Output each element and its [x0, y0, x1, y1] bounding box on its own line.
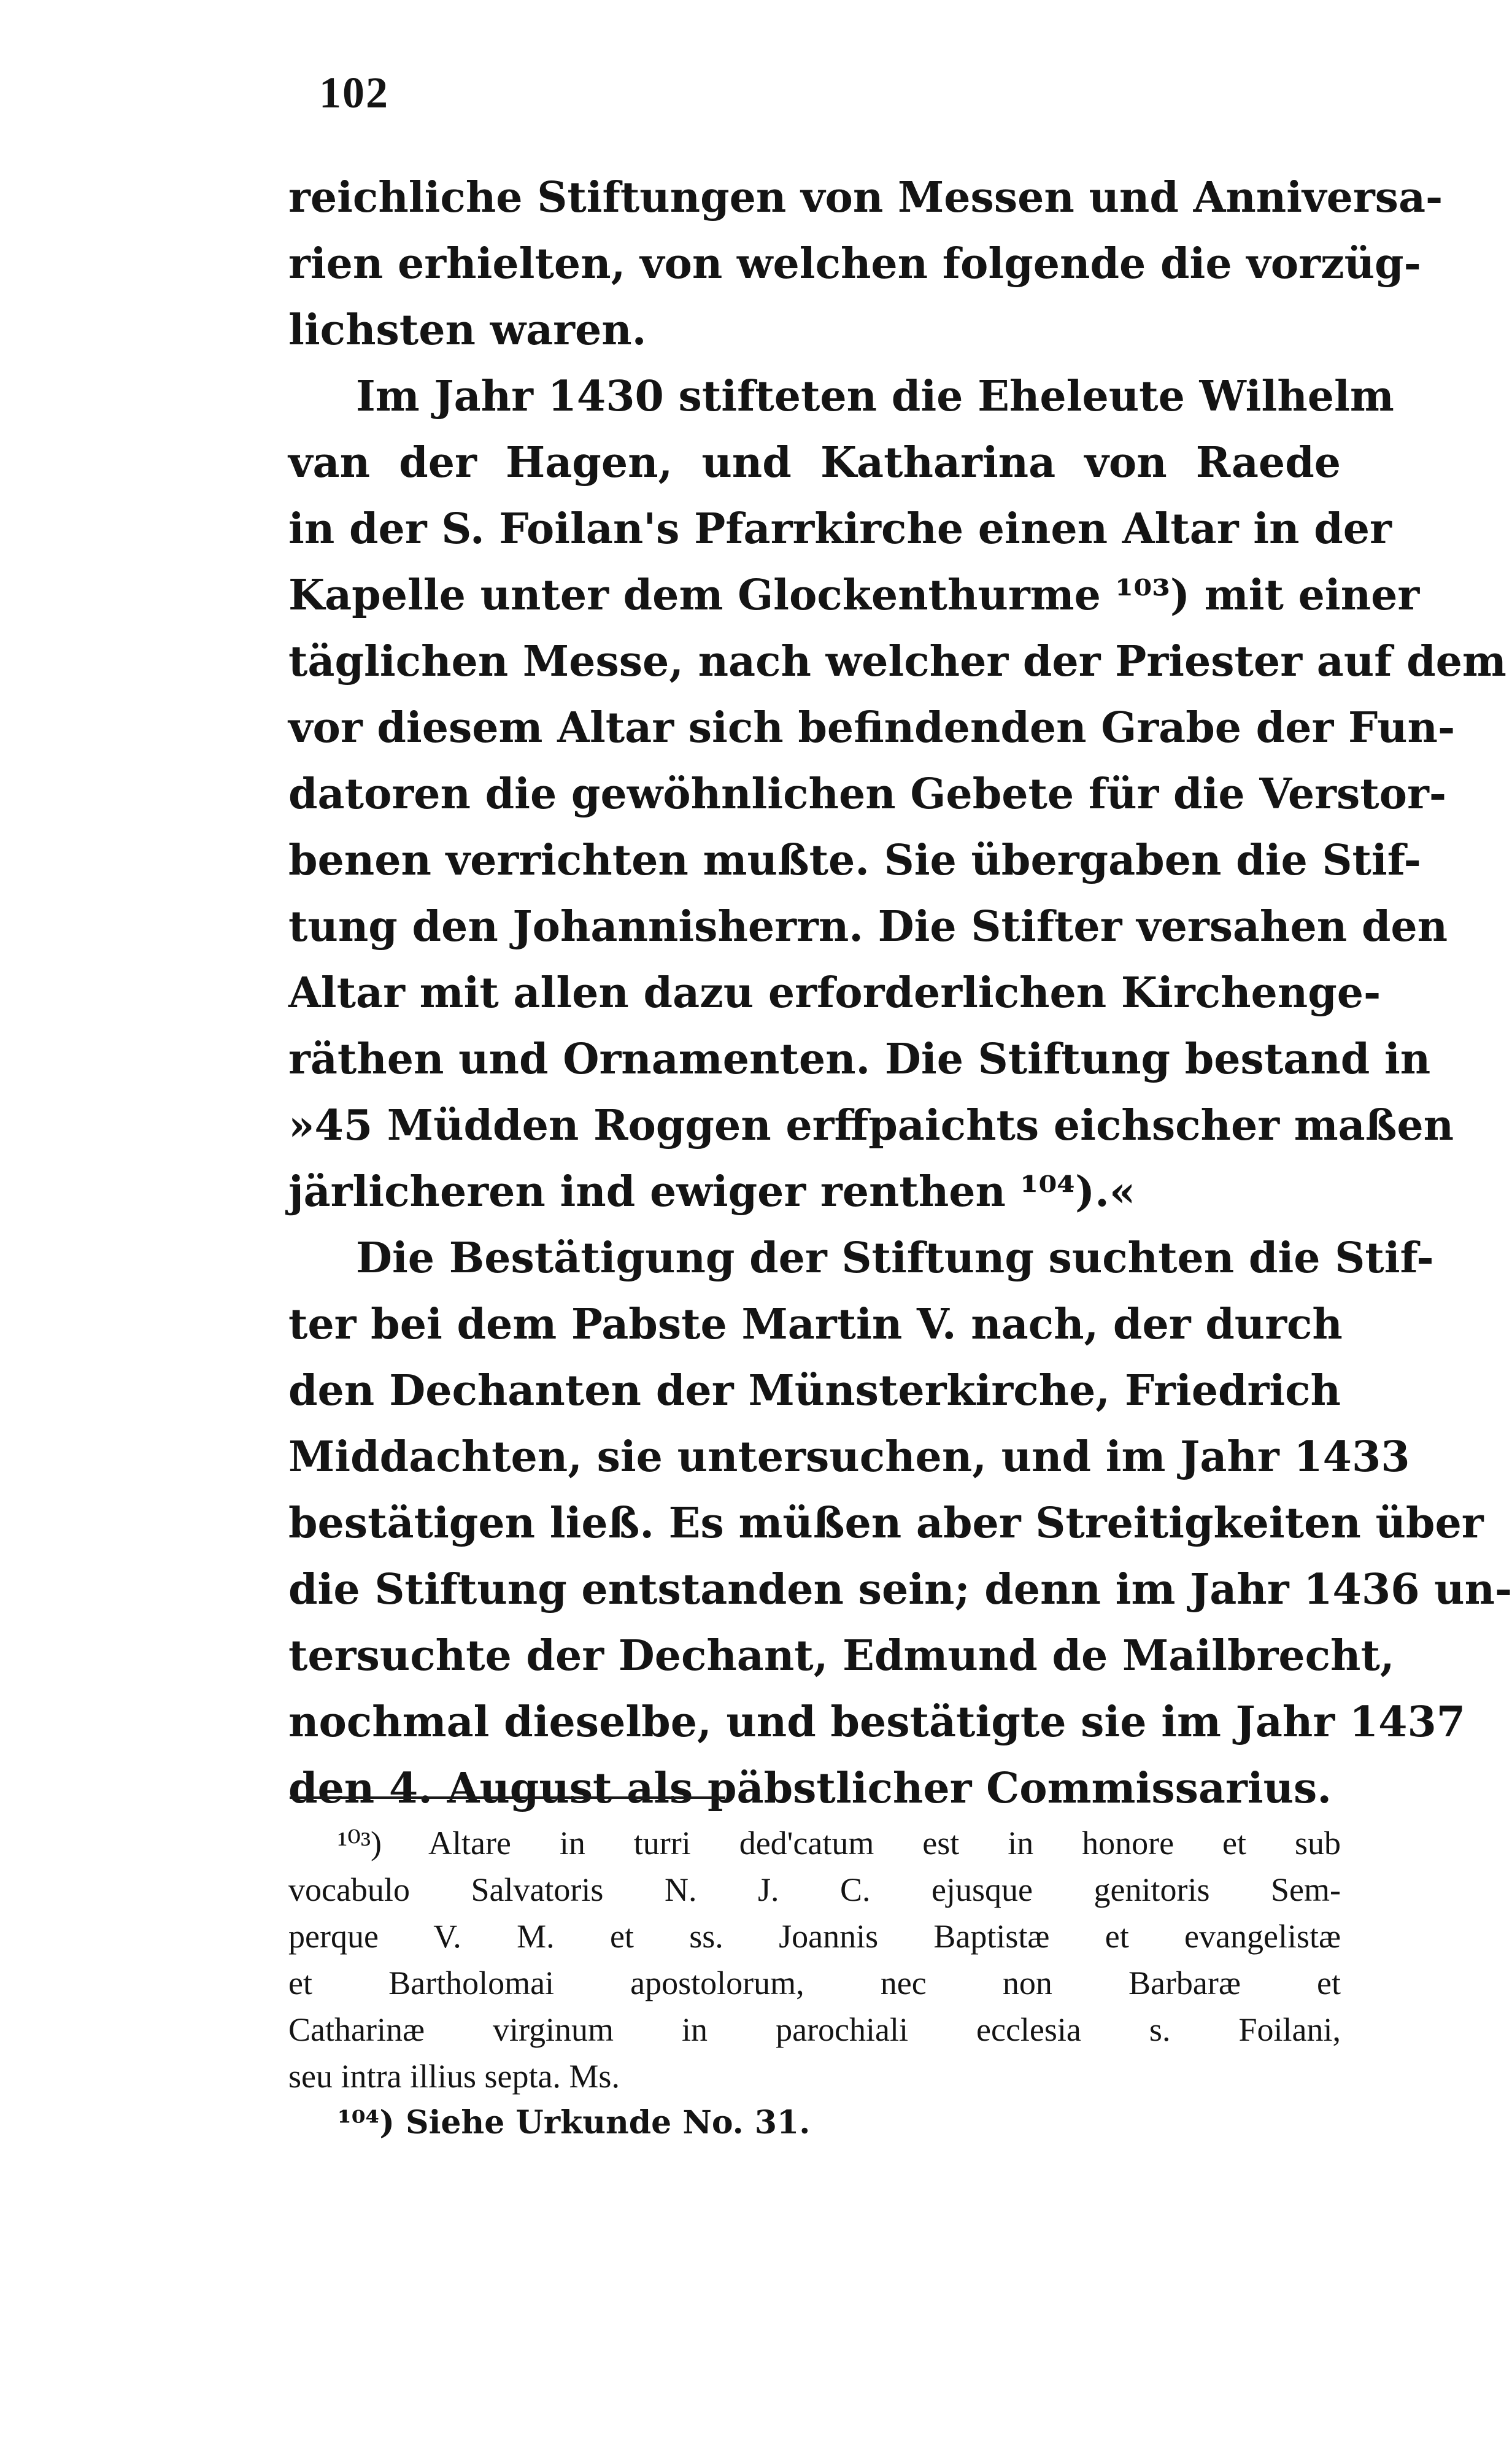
text-line: Im Jahr 1430 stifteten die Eheleute Wilhelm [356, 372, 1394, 421]
footnote-line: perque V. M. et ss. Joannis Baptistæ et evangelistæ [288, 1918, 1341, 1955]
text-line: Middachten, sie untersuchen, und im Jahr 1433 [288, 1432, 1410, 1482]
page-number: 102 [319, 68, 389, 117]
body-text [288, 164, 1512, 1822]
text-line: tung den Johannisherrn. Die Stifter versahen den [288, 902, 1448, 951]
text-line: Die Bestätigung der Stiftung suchten die Stif- [356, 1234, 1434, 1283]
text-line: den 4. August als päbstlicher Commissarius. [288, 1764, 1332, 1813]
footnote-line: seu intra illius septa. Ms. [288, 2058, 620, 2095]
text-line: benen verrichten mußte. Sie übergaben die Stif- [288, 836, 1421, 885]
text-line: nochmal dieselbe, und bestätigte sie im Jahr 1437 [288, 1698, 1466, 1747]
text-line: räthen und Ornamenten. Die Stiftung bestand in [288, 1035, 1431, 1084]
footnotes [288, 1820, 1341, 2146]
text-line: vor diesem Altar sich befindenden Grabe der Fun- [288, 703, 1456, 752]
text-line: den Dechanten der Münsterkirche, Friedrich [288, 1366, 1341, 1415]
footnote-line: et Bartholomai apostolorum, nec non Barbaræ et [288, 1965, 1341, 2001]
text-line: bestätigen ließ. Es müßen aber Streitigkeiten über [288, 1499, 1484, 1548]
footnote-separator [290, 1796, 725, 1799]
text-line: van der Hagen, und Katharina von Raede [288, 438, 1341, 487]
text-line: in der S. Foilan's Pfarrkirche einen Altar in der [288, 504, 1392, 554]
text-line: datoren die gewöhnlichen Gebete für die Verstor- [288, 770, 1447, 819]
footnote-line: vocabulo Salvatoris N. J. C. ejusque genitoris Sem- [288, 1871, 1341, 1908]
text-line: tersuchte der Dechant, Edmund de Mailbrecht, [288, 1631, 1395, 1680]
text-line: rien erhielten, von welchen folgende die vorzüg- [288, 239, 1421, 288]
text-line: järlicheren ind ewiger renthen ¹⁰⁴).« [288, 1167, 1136, 1216]
text-line: Altar mit allen dazu erforderlichen Kirchenge- [288, 968, 1381, 1018]
text-line: ter bei dem Pabste Martin V. nach, der durch [288, 1300, 1343, 1349]
text-line: reichliche Stiftungen von Messen und Anniversa- [288, 173, 1443, 222]
text-line: lichsten waren. [288, 306, 647, 355]
footnote-line: ¹⁰⁴) Siehe Urkunde No. 31. [338, 2104, 811, 2141]
text-line: die Stiftung entstanden sein; denn im Jahr 1436 un- [288, 1565, 1512, 1614]
footnote-line: Catharinæ virginum in parochiali ecclesia s. Foilani, [288, 2011, 1341, 2048]
footnote-line: ¹⁰³) Altare in turri ded'catum est in honore et sub [338, 1825, 1341, 1861]
text-line: täglichen Messe, nach welcher der Priester auf dem [288, 637, 1506, 686]
text-line: Kapelle unter dem Glockenthurme ¹⁰³) mit einer [288, 571, 1420, 620]
text-line: »45 Müdden Roggen erffpaichts eichscher maßen [288, 1101, 1454, 1150]
